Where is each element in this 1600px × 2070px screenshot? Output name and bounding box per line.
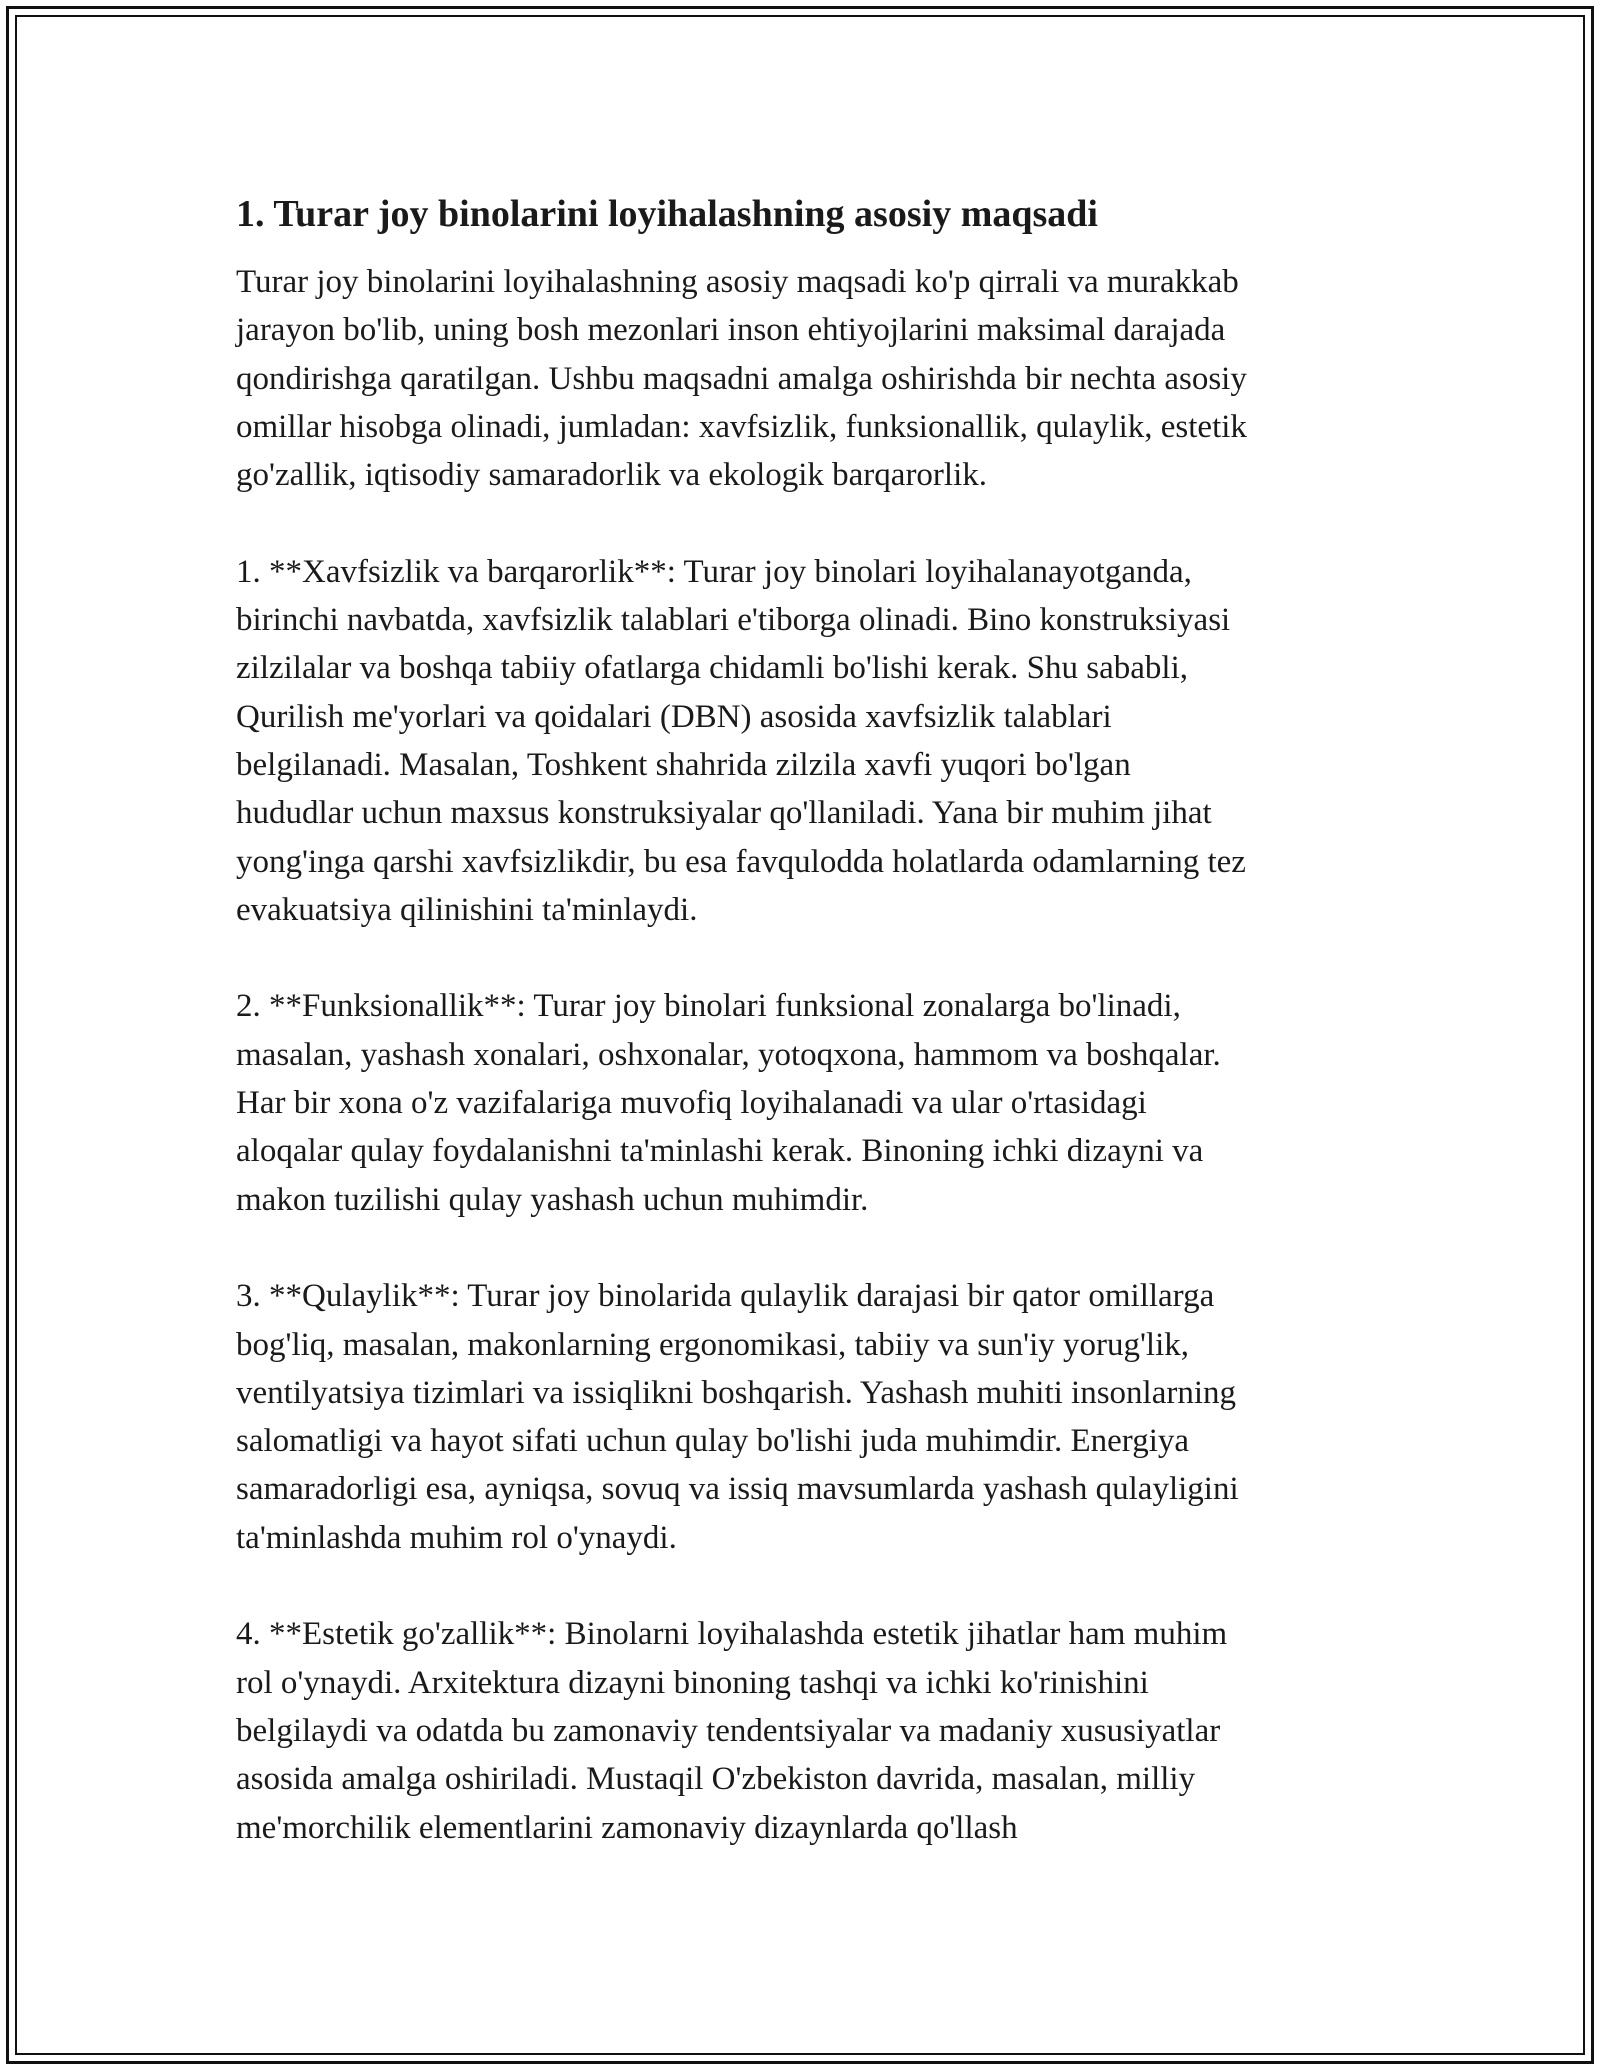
paragraph-intro [236, 258, 1366, 499]
text-line: me'morchilik elementlarini zamonaviy dizaynlarda qo'llash [236, 1809, 1018, 1846]
text-line: 2. **Funksionallik**: Turar joy binolari funksional zonalarga bo'linadi, [236, 988, 1181, 1025]
text-line: aloqalar qulay foydalanishni ta'minlashi kerak. Binoning ichki dizayni va [236, 1133, 1204, 1170]
text-line: salomatligi va hayot sifati uchun qulay bo'lishi juda muhimdir. Energiya [236, 1423, 1190, 1460]
text-line: jarayon bo'lib, uning bosh mezonlari inson ehtiyojlarini maksimal darajada [236, 312, 1226, 349]
text-line: Qurilish me'yorlari va qoidalari (DBN) asosida xavfsizlik talablari [236, 698, 1112, 735]
text-line: qondirishga qaratilgan. Ushbu maqsadni amalga oshirishda bir nechta asosiy [236, 360, 1247, 397]
text-line: evakuatsiya qilinishini ta'minlaydi. [236, 891, 698, 928]
text-line: hududlar uchun maxsus konstruksiyalar qo'llaniladi. Yana bir muhim jihat [236, 795, 1212, 832]
document-body [236, 190, 1366, 1900]
paragraph-safety [236, 548, 1366, 934]
text-line: bog'liq, masalan, makonlarning ergonomikasi, tabiiy va sun'iy yorug'lik, [236, 1326, 1190, 1363]
text-line: makon tuzilishi qulay yashash uchun muhimdir. [236, 1181, 869, 1218]
text-line: masalan, yashash xonalari, oshxonalar, yotoqxona, hammom va boshqalar. [236, 1036, 1221, 1073]
text-line: samaradorligi esa, ayniqsa, sovuq va issiq mavsumlarda yashash qulayligini [236, 1471, 1239, 1508]
text-line: belgilanadi. Masalan, Toshkent shahrida zilzila xavfi yuqori bo'lgan [236, 746, 1131, 783]
text-line: asosida amalga oshiriladi. Mustaqil O'zbekiston davrida, masalan, milliy [236, 1761, 1196, 1798]
text-line: 1. **Xavfsizlik va barqarorlik**: Turar joy binolari loyihalanayotganda, [236, 553, 1192, 590]
text-line: yong'inga qarshi xavfsizlikdir, bu esa favqulodda holatlarda odamlarning tez [236, 843, 1246, 880]
text-line: omillar hisobga olinadi, jumladan: xavfsizlik, funksionallik, qulaylik, estetik [236, 408, 1247, 445]
text-line: zilzilalar va boshqa tabiiy ofatlarga chidamli bo'lishi kerak. Shu sababli, [236, 650, 1188, 687]
text-line: rol o'ynaydi. Arxitektura dizayni binoning tashqi va ichki ko'rinishini [236, 1664, 1149, 1701]
document-title: 1. Turar joy binolarini loyihalashning asosiy maqsadi [236, 193, 1098, 235]
text-line: belgilaydi va odatda bu zamonaviy tendentsiyalar va madaniy xususiyatlar [236, 1712, 1221, 1749]
text-line: ventilyatsiya tizimlari va issiqlikni boshqarish. Yashash muhiti insonlarning [236, 1374, 1237, 1411]
paragraph-functionality [236, 982, 1366, 1223]
text-line: Har bir xona o'z vazifalariga muvofiq loyihalanadi va ular o'rtasidagi [236, 1085, 1147, 1122]
text-line: 3. **Qulaylik**: Turar joy binolarida qulaylik darajasi bir qator omillarga [236, 1278, 1215, 1315]
text-line: birinchi navbatda, xavfsizlik talablari e'tiborga olinadi. Bino konstruksiyasi [236, 602, 1231, 639]
text-line: go'zallik, iqtisodiy samaradorlik va ekologik barqarorlik. [236, 457, 988, 494]
paragraph-aesthetics [236, 1610, 1366, 1851]
text-line: ta'minlashda muhim rol o'ynaydi. [236, 1519, 677, 1556]
paragraph-comfort [236, 1272, 1366, 1562]
text-line: Turar joy binolarini loyihalashning asosiy maqsadi ko'p qirrali va murakkab [236, 264, 1239, 300]
text-line: 4. **Estetik go'zallik**: Binolarni loyihalashda estetik jihatlar ham muhim [236, 1616, 1228, 1653]
